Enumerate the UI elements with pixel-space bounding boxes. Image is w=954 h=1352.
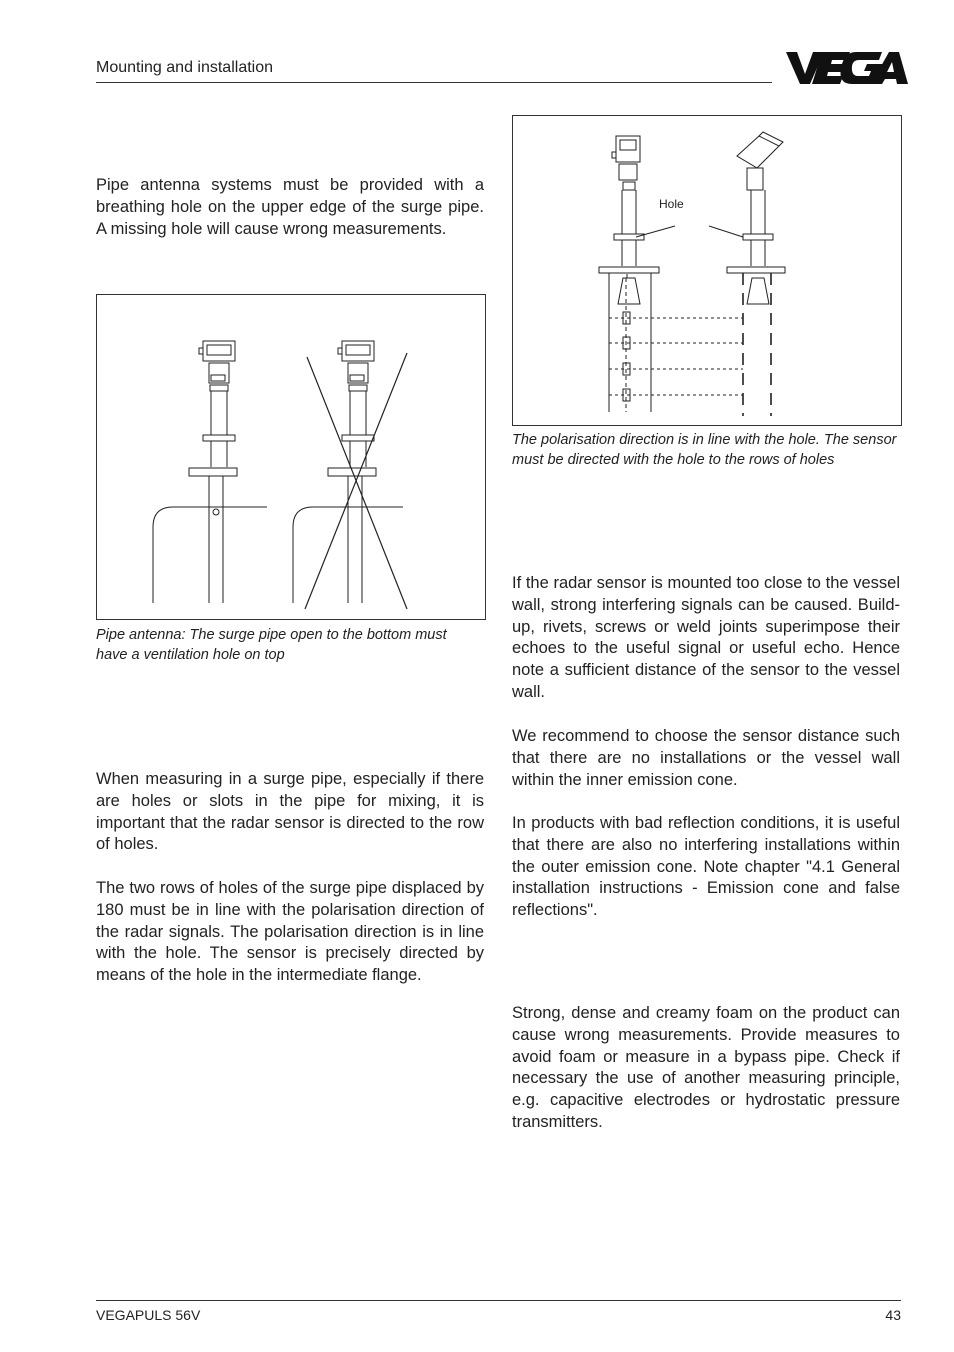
- figure-pipe-antenna: [96, 294, 486, 620]
- polarisation-diagram: [513, 116, 901, 425]
- foam-paragraph: Strong, dense and creamy foam on the product can cause wrong measurements. Provide measures to avoid foam or measure in a bypass pipe. Check if necessary the use of another measuring principle, e.g. capacitive electrodes or hydrostatic pressure transmitters.: [512, 1004, 900, 1131]
- rows-of-holes-paragraph: The two rows of holes of the surge pipe displaced by 180 must be in line with the polarisation direction of the radar signals. The polarisation direction is in line with the hole. The sensor is precisely directed by means of the hole in the intermediate flange.: [96, 879, 484, 985]
- sensor-front-view: [599, 136, 743, 412]
- vessel-wall-paragraph: If the radar sensor is mounted too close to the vessel wall, strong interfering signals can be caused. Build-up, rivets, screws or weld joints superimpose their echoes to the useful signal or useful echo. Hence note a sufficient distance of the sensor to the vessel wall.: [512, 574, 900, 701]
- sensor-side-view: [727, 132, 785, 416]
- footer-divider: [96, 1300, 901, 1301]
- page-number: 43: [885, 1307, 901, 1323]
- header-divider: [96, 82, 772, 83]
- section-title: Mounting and installation: [96, 59, 274, 76]
- reflection-paragraph: In products with bad reflection conditions, it is useful that there are also no interfering installations within the outer emission cone. Note chapter "4.1 General installation instructions - Emission cone and false reflections".: [512, 814, 900, 920]
- sensor-with-hole: [153, 341, 267, 603]
- figure2-caption: The polarisation direction is in line with the hole. The sensor must be directed with the hole to the rows of holes: [512, 432, 897, 468]
- surge-pipe-paragraph: When measuring in a surge pipe, especially if there are holes or slots in the pipe for mixing, it is important that the radar sensor is directed to the row of holes.: [96, 770, 484, 854]
- sensor-without-hole: [293, 341, 407, 609]
- intro-paragraph: Pipe antenna systems must be provided with a breathing hole on the upper edge of the surge pipe. A missing hole will cause wrong measurements.: [96, 176, 484, 238]
- product-name: VEGAPULS 56V: [96, 1307, 201, 1323]
- figure1-caption: Pipe antenna: The surge pipe open to the bottom must have a ventilation hole on top: [96, 627, 447, 663]
- emission-cone-paragraph: We recommend to choose the sensor distance such that there are no installations or the vessel wall within the inner emission cone.: [512, 727, 900, 789]
- vega-logo: [786, 50, 908, 86]
- hole-label: Hole: [659, 197, 684, 211]
- figure-polarisation: [512, 115, 902, 426]
- pipe-antenna-diagram: [97, 295, 485, 619]
